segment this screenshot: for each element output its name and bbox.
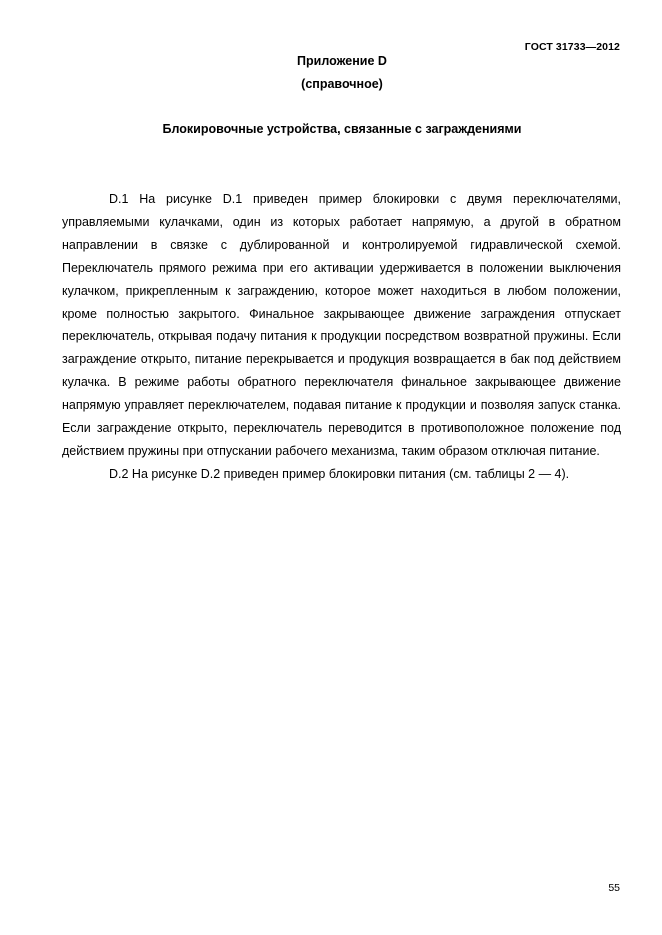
- page-number: 55: [608, 882, 620, 894]
- body-text: [62, 188, 621, 486]
- appendix-title: Приложение D: [297, 54, 387, 68]
- paragraph-d2: D.2 На рисунке D.2 приведен пример блокировки питания (см. таблицы 2 — 4).: [109, 466, 570, 481]
- appendix-subtitle: (справочное): [301, 77, 383, 91]
- paragraph-d1: D.1 На рисунке D.1 приведен пример блокировки с двумя переключателями, управляемыми кулачками, один из которых работает напрямую, а другой в обратном направлении в связке с дублированной и контролируемой гидравлической схемой. Переключатель прямого режима при его активации удерживается в положении выключения кулачком, прикрепленным к заграждению, которое может находиться в любом положении, кроме полностью закрытого. Финальное закрывающее движение заграждения отпускает переключатель, открывая подачу питания к продукции посредством возвратной пружины. Если заграждение открыто, питание перекрывается и продукция возвращается в бак под действием кулачка. В режиме работы обратного переключателя финальное закрывающее движение напрямую управляет переключателем, подавая питание к продукции и позволяя запуск станка. Если заграждение открыто, переключатель переводится в противоположное положение под действием пружины при отпускании рабочего механизма, таким образом отключая питание.: [62, 192, 621, 458]
- section-title: Блокировочные устройства, связанные с заграждениями: [162, 122, 522, 136]
- standard-code-header: ГОСТ 31733—2012: [524, 41, 620, 53]
